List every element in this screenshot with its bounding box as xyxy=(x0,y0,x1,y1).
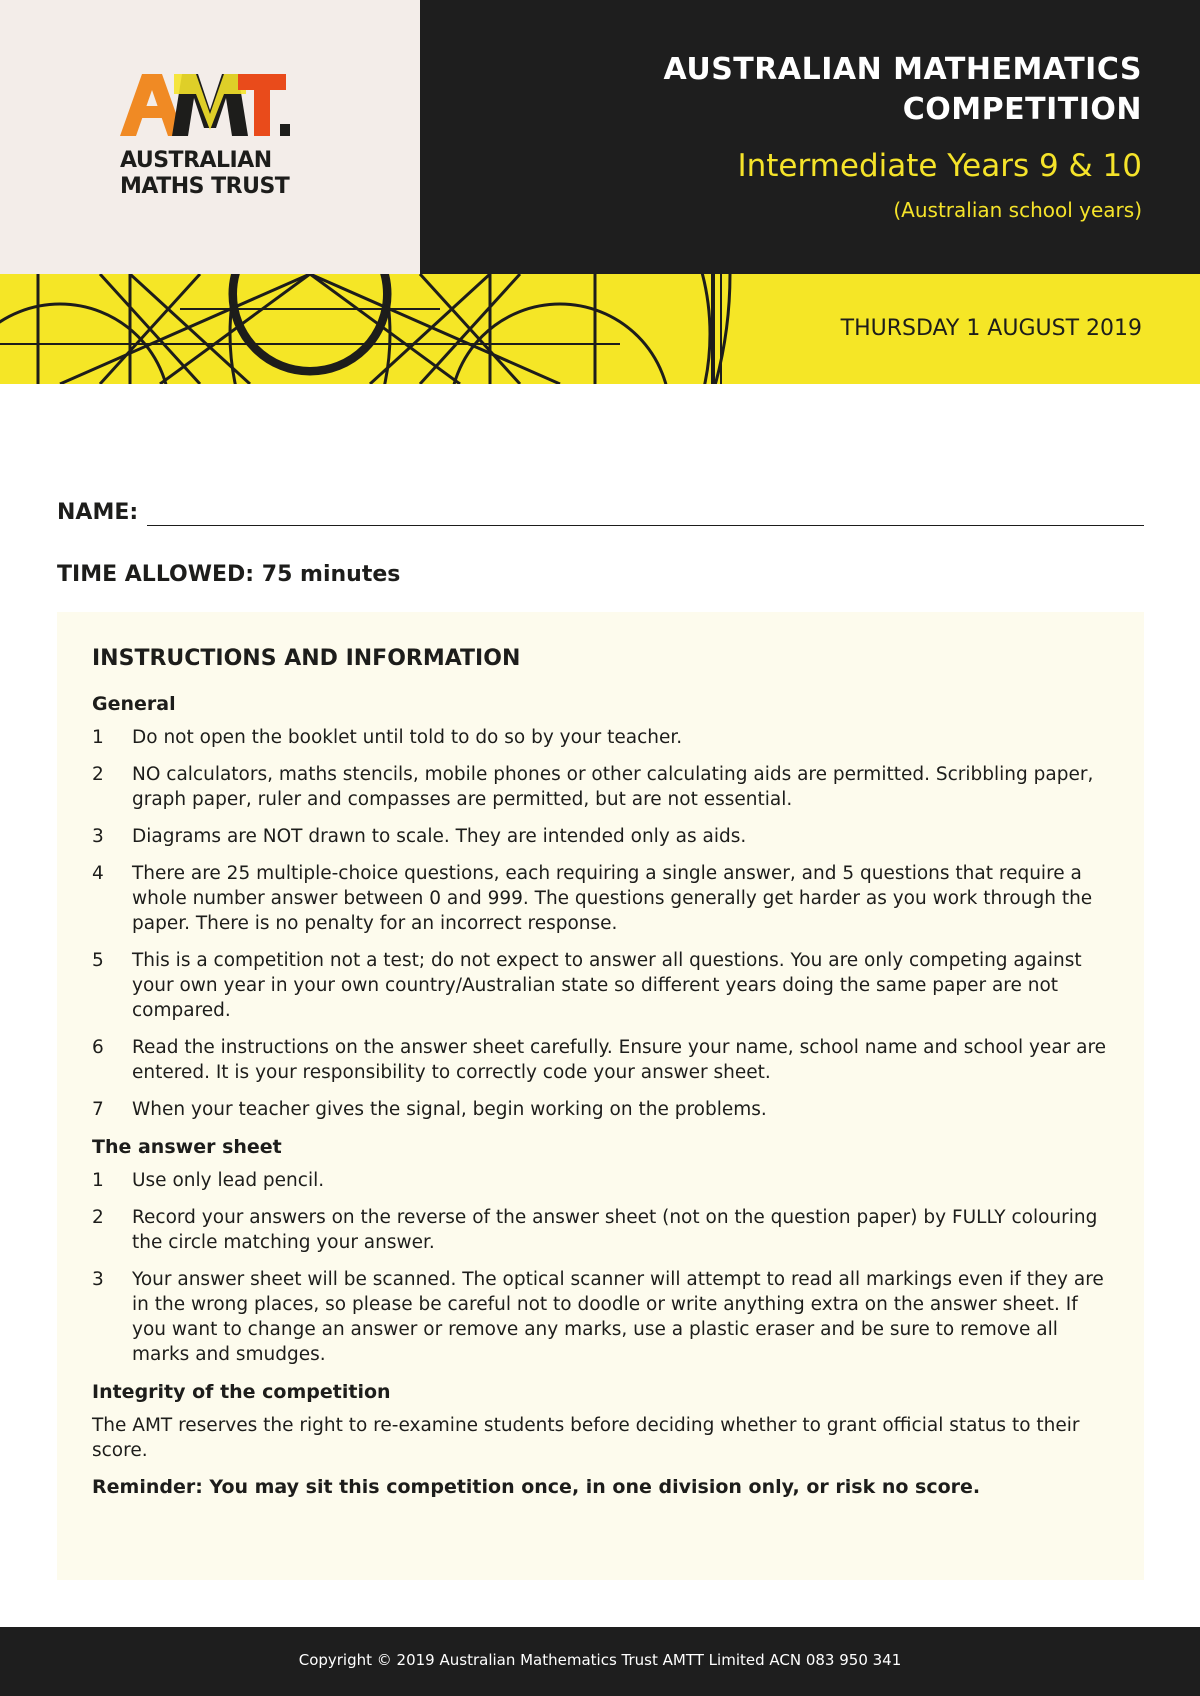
name-writing-line xyxy=(147,525,1144,526)
item-text: Do not open the booklet until told to do so by your teacher. xyxy=(132,727,683,748)
logo-line-2: MATHS TRUST xyxy=(120,174,290,199)
item-text: When your teacher gives the signal, begin working on the problems. xyxy=(132,1099,767,1120)
item-number: 7 xyxy=(92,1099,104,1120)
item-text: Diagrams are NOT drawn to scale. They are intended only as aids. xyxy=(132,826,747,847)
reminder-text: Reminder: You may sit this competition once, in one division only, or risk no score. xyxy=(92,1476,981,1498)
integrity-section xyxy=(92,1381,1112,1500)
name-field-row xyxy=(57,500,1144,530)
item-number: 6 xyxy=(92,1037,104,1058)
competition-date: THURSDAY 1 AUGUST 2019 xyxy=(840,316,1142,341)
list-item xyxy=(92,762,1112,812)
list-item xyxy=(92,824,1112,849)
general-heading: General xyxy=(92,693,176,715)
instructions-content xyxy=(92,646,1112,1500)
list-item xyxy=(92,725,1112,750)
integrity-text: The AMT reserves the right to re-examine students before deciding whether to grant official status to their score. xyxy=(92,1415,1080,1461)
copyright-text: Copyright © 2019 Australian Mathematics Trust AMTT Limited ACN 083 950 341 xyxy=(298,1651,902,1669)
instructions-box xyxy=(57,612,1144,1580)
general-section xyxy=(92,693,1112,1122)
item-number: 2 xyxy=(92,764,104,785)
answer-sheet-heading: The answer sheet xyxy=(92,1136,282,1158)
list-item xyxy=(92,1267,1112,1367)
item-text: Read the instructions on the answer sheet carefully. Ensure your name, school name and school year are entered. It is your responsibility to correctly code your answer sheet. xyxy=(132,1037,1107,1083)
competition-title xyxy=(664,50,1142,130)
item-text: Record your answers on the reverse of the answer sheet (not on the question paper) by FULLY colouring the circle matching your answer. xyxy=(132,1207,1098,1253)
item-text: Use only lead pencil. xyxy=(132,1170,325,1191)
date-band xyxy=(0,274,1200,384)
division-title: Intermediate Years 9 & 10 xyxy=(737,148,1142,184)
logo-wordmark xyxy=(120,148,289,200)
instructions-title: INSTRUCTIONS AND INFORMATION xyxy=(92,646,521,671)
general-list xyxy=(92,725,1112,1122)
list-item xyxy=(92,1097,1112,1122)
answer-sheet-list xyxy=(92,1168,1112,1367)
item-number: 1 xyxy=(92,727,104,748)
item-text: There are 25 multiple-choice questions, each requiring a single answer, and 5 questions that require a whole number answer between 0 and 999. The questions generally get harder as you work through the paper. There is no penalty for an incorrect response. xyxy=(132,863,1093,934)
item-number: 1 xyxy=(92,1170,104,1191)
competition-title-line-1: AUSTRALIAN MATHEMATICS xyxy=(663,52,1142,87)
answer-sheet-section xyxy=(92,1136,1112,1367)
list-item xyxy=(92,948,1112,1023)
list-item xyxy=(92,1035,1112,1085)
list-item xyxy=(92,861,1112,936)
logo-line-1: AUSTRALIAN xyxy=(120,148,272,173)
logo-panel xyxy=(0,0,420,274)
page-footer xyxy=(0,1627,1200,1696)
title-panel xyxy=(420,0,1200,274)
item-number: 3 xyxy=(92,1269,104,1290)
item-text: NO calculators, maths stencils, mobile phones or other calculating aids are permitted. Scribbling paper, graph paper, ruler and compasses are permitted, but are not essential. xyxy=(132,764,1094,810)
division-subtitle: (Australian school years) xyxy=(893,198,1142,222)
list-item xyxy=(92,1168,1112,1193)
item-text: This is a competition not a test; do not expect to answer all questions. You are only competing against your own year in your own country/Australian state so different years doing the same paper are not compared. xyxy=(132,950,1082,1021)
integrity-heading: Integrity of the competition xyxy=(92,1381,391,1403)
item-text: Your answer sheet will be scanned. The optical scanner will attempt to read all markings even if they are in the wrong places, so please be careful not to doodle or write anything extra on the answer sheet. If you want to change an answer or remove any marks, use a plastic eraser and be sure to remove all marks and smudges. xyxy=(132,1269,1104,1365)
amt-logo xyxy=(120,74,290,136)
item-number: 5 xyxy=(92,950,104,971)
time-allowed: TIME ALLOWED: 75 minutes xyxy=(57,562,401,587)
item-number: 2 xyxy=(92,1207,104,1228)
item-number: 3 xyxy=(92,826,104,847)
item-number: 4 xyxy=(92,863,104,884)
name-label: NAME: xyxy=(57,500,139,525)
page-header xyxy=(0,0,1200,274)
list-item xyxy=(92,1205,1112,1255)
competition-title-line-2: COMPETITION xyxy=(902,92,1142,127)
